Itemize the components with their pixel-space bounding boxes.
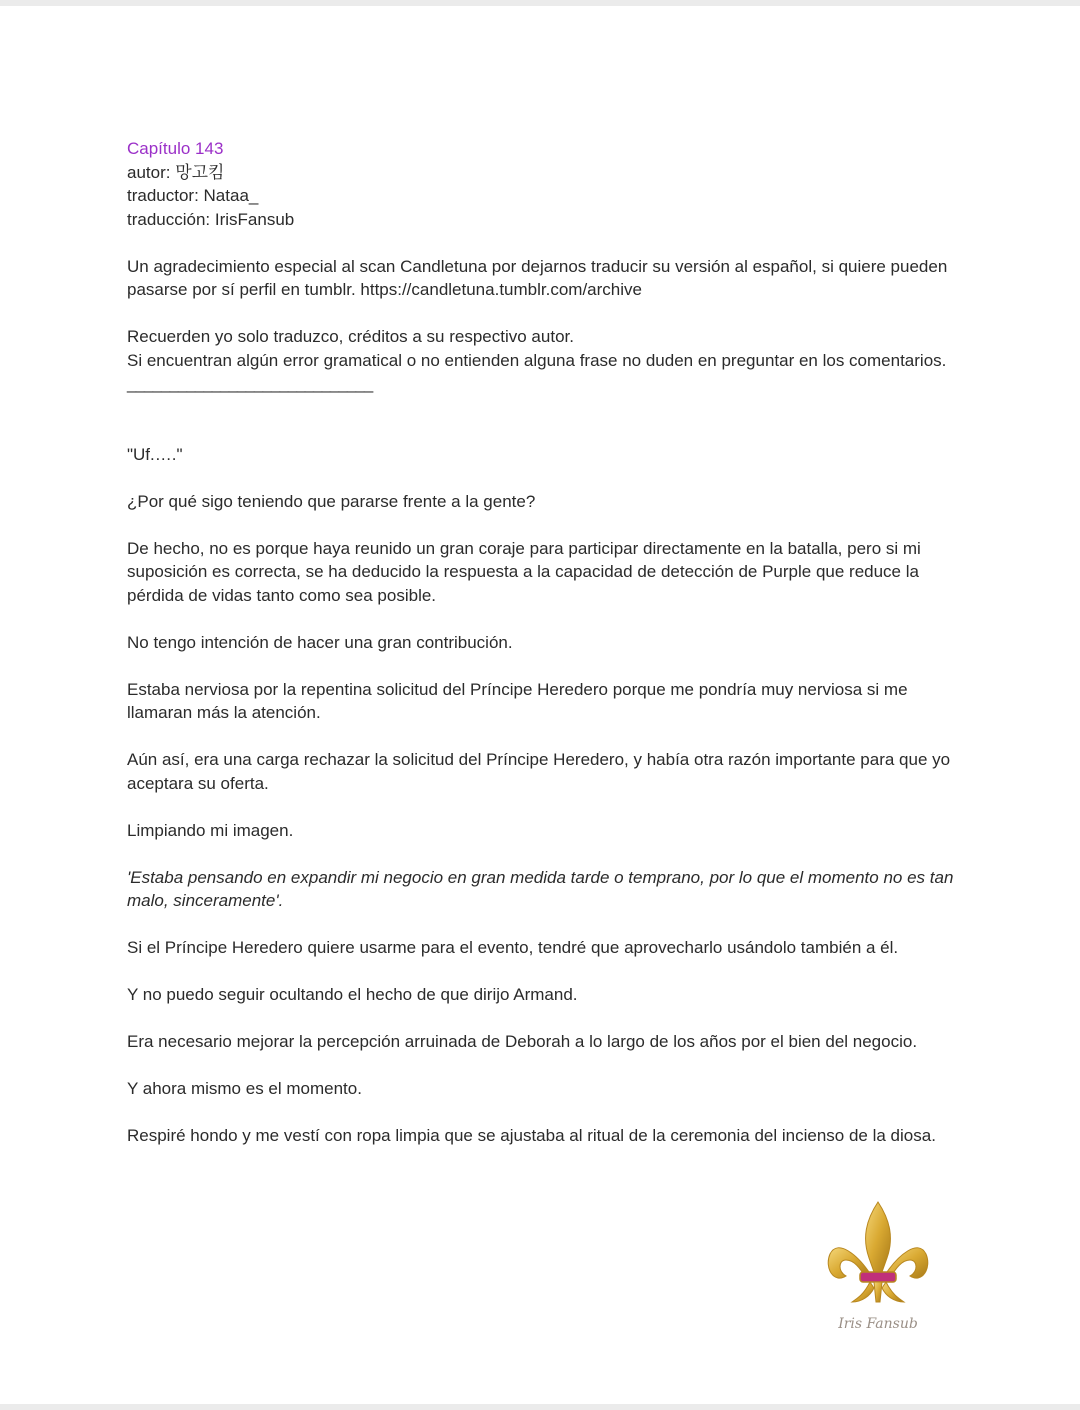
logo-caption: Iris Fansub (838, 1316, 918, 1332)
translation-line: traducción: IrisFansub (127, 209, 295, 229)
paragraph-4: No tengo intención de hacer una gran contribución. (127, 632, 513, 652)
paragraph-1: "Uf.…." (127, 444, 183, 464)
paragraph-7: Limpiando mi imagen. (127, 820, 294, 840)
translator-line: traductor: Nataa_ (127, 186, 259, 205)
document-content (127, 137, 962, 1148)
paragraph-13: Respiré hondo y me vestí con ropa limpia que se ajustaba al ritual de la ceremonia del incienso de la diosa. (127, 1126, 936, 1145)
paragraph-10: Y no puedo seguir ocultando el hecho de que dirijo Armand. (127, 985, 578, 1004)
fleur-de-lis-icon (822, 1198, 934, 1338)
author-line: autor: 망고킴 (127, 162, 225, 182)
chapter-title: Capítulo 143 (127, 139, 224, 158)
paragraph-8: 'Estaba pensando en expandir mi negocio en gran medida tarde o temprano, por lo que el momento no es tan malo, sinceramente'. (127, 867, 954, 910)
paragraph-3: De hecho, no es porque haya reunido un gran coraje para participar directamente en la batalla, pero si mi suposición es correcta, se ha deducido la respuesta a la capacidad de detección de Purple que reduce la pérdida de vidas tanto como sea posible. (127, 538, 921, 605)
comments-note: Si encuentran algún error gramatical o no entienden alguna frase no duden en preguntar en los comentarios. (127, 350, 947, 370)
iris-fansub-logo (822, 1198, 934, 1338)
paragraph-11: Era necesario mejorar la percepción arruinada de Deborah a lo largo de los años por el bien del negocio. (127, 1032, 918, 1051)
paragraph-5: Estaba nerviosa por la repentina solicitud del Príncipe Heredero porque me pondría muy nerviosa si me llamaran más la atención. (127, 679, 908, 722)
divider-line: _____________________________ (127, 374, 373, 393)
paragraph-2: ¿Por qué sigo teniendo que pararse frente a la gente? (127, 491, 536, 511)
paragraph-12: Y ahora mismo es el momento. (127, 1079, 362, 1098)
paragraph-6: Aún así, era una carga rechazar la solicitud del Príncipe Heredero, y había otra razón importante para que yo aceptara su oferta. (127, 750, 951, 793)
credits-note: Recuerden yo solo traduzco, créditos a su respectivo autor. (127, 327, 574, 346)
thanks-paragraph: Un agradecimiento especial al scan Candletuna por dejarnos traducir su versión al español, si quiere pueden pasarse por sí perfil en tumblr. https://candletuna.tumblr.com/archive (127, 256, 948, 299)
document-page (0, 6, 1080, 1404)
paragraph-9: Si el Príncipe Heredero quiere usarme para el evento, tendré que aprovecharlo usándolo también a él. (127, 938, 899, 957)
